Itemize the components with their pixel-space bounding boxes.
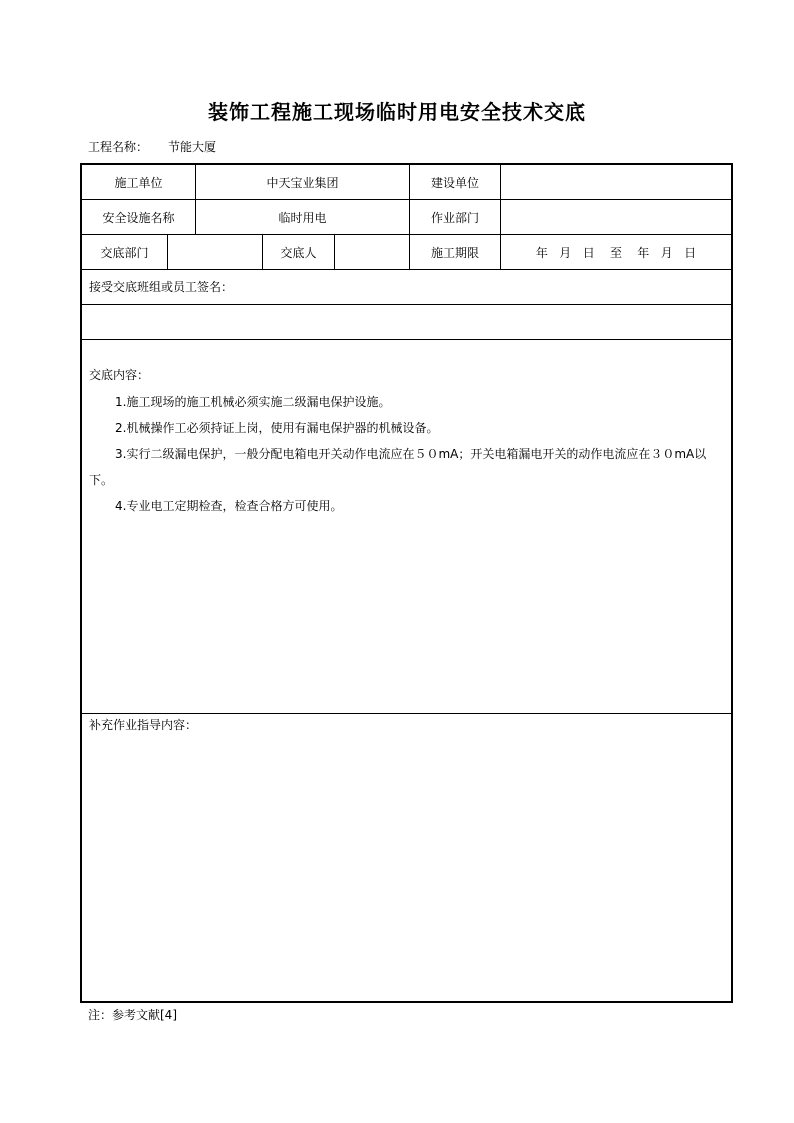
row-divider xyxy=(82,713,731,714)
row-divider xyxy=(82,339,731,340)
content-item: 3.实行二级漏电保护，一般分配电箱电开关动作电流应在５０mA；开关电箱漏电开关的动作电流应在３０mA以下。 xyxy=(89,447,707,487)
reference-note: 注：参考文献[4] xyxy=(88,1008,177,1022)
document-title: 装饰工程施工现场临时用电安全技术交底 xyxy=(208,100,586,124)
client-unit-value xyxy=(501,165,731,199)
disclosure-department-label: 交底部门 xyxy=(100,245,149,260)
project-name-label: 工程名称： xyxy=(88,140,149,154)
construction-unit-label: 施工单位 xyxy=(114,175,163,190)
discloser-label: 交底人 xyxy=(280,245,317,260)
content-item: 1.施工现场的施工机械必须实施二级漏电保护设施。 xyxy=(115,395,391,409)
project-line xyxy=(88,138,216,155)
disclosure-form-table xyxy=(80,163,733,1003)
construction-period-value: 年 月 日 至 年 月 日 xyxy=(535,245,697,260)
supplement-label: 补充作业指导内容： xyxy=(89,718,198,732)
disclosure-content xyxy=(89,367,725,519)
work-department-value xyxy=(501,200,731,234)
construction-period-label: 施工期限 xyxy=(430,245,479,260)
disclosure-department-value xyxy=(168,235,262,269)
content-item: 2.机械操作工必须持证上岗，使用有漏电保护器的机械设备。 xyxy=(115,421,439,435)
client-unit-label: 建设单位 xyxy=(430,175,479,190)
signature-label: 接受交底班组或员工签名： xyxy=(89,280,234,294)
safety-facility-name-value: 临时用电 xyxy=(278,210,327,225)
discloser-value xyxy=(335,235,409,269)
work-department-label: 作业部门 xyxy=(430,210,479,225)
content-item: 4.专业电工定期检查，检查合格方可使用。 xyxy=(115,499,343,513)
construction-unit-value: 中天宝业集团 xyxy=(266,175,339,190)
safety-facility-name-label: 安全设施名称 xyxy=(102,210,175,225)
project-name-value: 节能大厦 xyxy=(168,140,217,154)
row-divider xyxy=(82,304,731,305)
content-heading: 交底内容： xyxy=(89,368,150,382)
row-divider xyxy=(82,269,731,270)
